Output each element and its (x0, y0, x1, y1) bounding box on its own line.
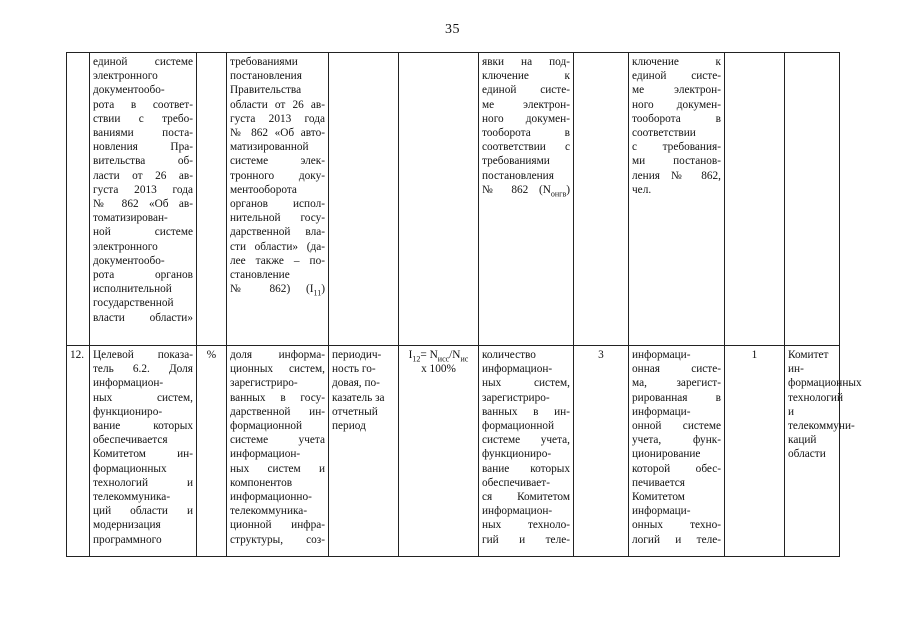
basic-indicator-text: явки на под- ключение к единой систе- ме электрон- ного докумен- тооборота в соответствии с требованиями постановления № 862 (N (482, 56, 570, 196)
table-row (67, 346, 840, 557)
indicator-name-cell: Целевой показа- тель 6.2. Доля информацион- ных систем, функциониро- вание которых обеспечивается Комитетом ин- формационных технологий и телекоммуника- ций области и модернизация программного (90, 346, 197, 557)
formula-subscript: ис (460, 354, 469, 364)
responsible-cell (785, 53, 840, 346)
definition-cell: доля информа- ционных систем, зарегистриро- ванных в госу- дарственной ин- формационной системе учета информацион- ных систем и компонентов информационно- телекоммуника- ционной инфра- структуры, соз- (227, 346, 329, 557)
formula-cell (399, 53, 479, 346)
definition-subscript: 11 (313, 288, 322, 298)
page-number: 35 (445, 22, 460, 37)
unit-cell: % (197, 346, 227, 557)
formula-subscript: исс (437, 354, 450, 364)
table-row (67, 53, 840, 346)
formula-part: = N (420, 349, 438, 361)
base-value-cell (725, 53, 785, 346)
period-cell (329, 53, 399, 346)
basic-indicator-cell (479, 53, 574, 346)
period-cell: периодич- ность го- довая, по- казатель за отчетный период (329, 346, 399, 557)
definition-tail: ) (321, 283, 325, 296)
base-indicator-cell: ключение к единой систе- ме электрон- ного докумен- тооборота в соответствии с требования- ми постанов- ления № 862, чел. (629, 53, 725, 346)
formula-part: I (408, 349, 413, 361)
row-number-cell (67, 53, 90, 346)
base-indicator-cell: информаци- онная систе- ма, зарегист- рированная в информаци- онной системе учета, функ- ционирование которой обес- печивается Комитетом информаци- онных техно- логий и теле- (629, 346, 725, 557)
value-cell (574, 53, 629, 346)
definition-cell (227, 53, 329, 346)
formula-subscript: 12 (412, 354, 421, 364)
basic-indicator-cell: количество информацион- ных систем, зарегистриро- ванных в ин- формационной системе учета, функциониро- вание которых обеспечивает- ся Комитетом информацион- ных техноло- гий и теле- (479, 346, 574, 557)
formula-part: /N (449, 349, 461, 361)
formula-part: x 100% (421, 363, 456, 376)
responsible-cell: Комитет ин- формационных технологий и телекоммуни- каций области (785, 346, 840, 557)
definition-text: требованиями постановления Правительства области от 26 ав- густа 2013 года № 862 «Об авто- матизированной системе элек- тронного доку- ментооборота органов испол- нительной госу- дарственной вла- сти области» (да- лее также – по- становление № 862) (I (230, 56, 325, 296)
value-cell: 3 (574, 346, 629, 557)
basic-indicator-tail: ) (566, 183, 570, 196)
unit-cell (197, 53, 227, 346)
indicator-name-cell: единой системе электронного документообо- рота в соответ- ствии с требо- ваниями поста- новления Пра- вительства об- ласти от 26 ав- густа 2013 года № 862 «Об ав- томатизирован- ной системе электронного документообо- рота органов исполнительной государственной власти области» (90, 53, 197, 346)
formula-cell (399, 346, 479, 557)
basic-indicator-subscript: онгв (550, 189, 567, 199)
indicators-table (66, 52, 862, 557)
row-number-cell: 12. (67, 346, 90, 557)
base-value-cell: 1 (725, 346, 785, 557)
